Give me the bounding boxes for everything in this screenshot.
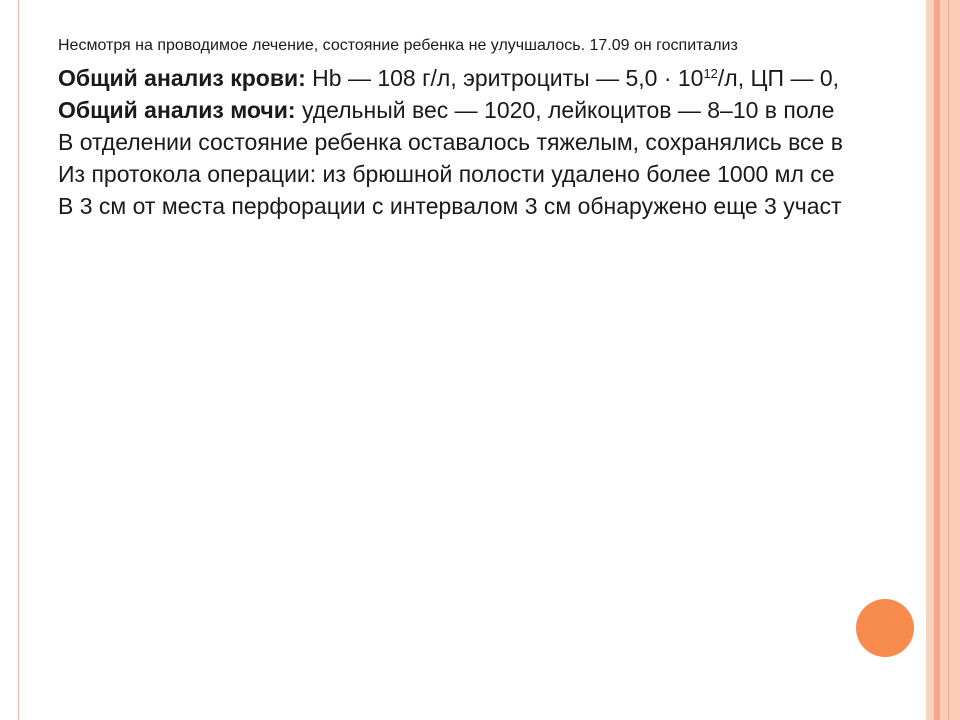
urine-test-label: Общий анализ мочи:	[58, 97, 296, 123]
blood-test-values-a: Hb — 108 г/л, эритроциты — 5,0 · 10	[305, 65, 704, 91]
urine-test-values: удельный вес — 1020, лейкоцитов — 8–10 в поле	[295, 97, 835, 123]
slide-text-body	[58, 34, 926, 222]
text-line-blood-test	[58, 62, 926, 94]
blood-test-label: Общий анализ крови:	[58, 65, 306, 91]
text-line-intro: Несмотря на проводимое лечение, состояние ребенка не улучшалось. 17.09 он госпитализ	[58, 37, 738, 54]
decorative-stripe	[940, 0, 960, 720]
blood-test-exponent: 12	[703, 66, 718, 81]
decorative-stripe	[926, 0, 934, 720]
text-line-operation: Из протокола операции: из брюшной полости удалено более 1000 мл се	[58, 161, 835, 187]
text-line-department: В отделении состояние ребенка оставалось тяжелым, сохранялись все в	[58, 129, 843, 155]
text-line-perforation: В 3 см от места перфорации с интервалом 3 см обнаружено еще 3 участ	[58, 193, 842, 219]
blood-test-values-b: /л, ЦП — 0,	[717, 65, 840, 91]
text-line-urine-test	[58, 94, 926, 126]
decorative-circle	[856, 599, 914, 657]
